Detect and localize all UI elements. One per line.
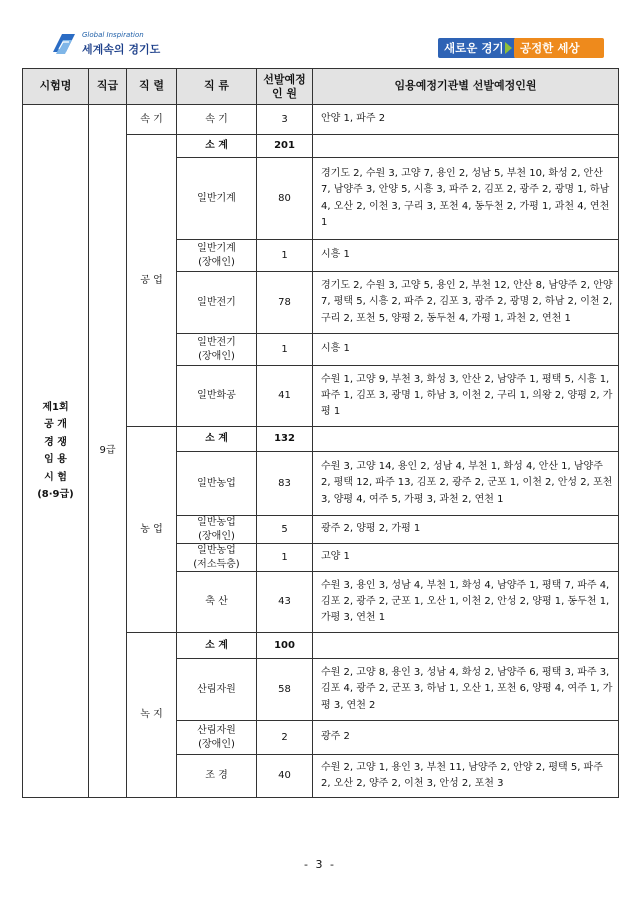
category-cell: 조 경	[177, 755, 257, 798]
category-cell: 일반농업 (장애인)	[177, 516, 257, 544]
agencies-cell: 수원 1, 고양 9, 부천 3, 화성 3, 안산 2, 남양주 1, 평택 5, 시흥 1, 파주 1, 김포 3, 광명 1, 하남 3, 이천 2, 구리 1, 의왕 2, 양평 2, 가평 1	[313, 366, 619, 427]
agencies-cell: 경기도 2, 수원 3, 고양 7, 용인 2, 성남 5, 부천 10, 화성 2, 안산 7, 남양주 3, 안양 5, 시흥 3, 파주 2, 김포 2, 광주 2, 광명 1, 하남 4, 오산 2, 이천 3, 구리 3, 포천 4, 동두천 2, 가평 1, 과천 4, 연천 1	[313, 158, 619, 240]
category-cell: 산림자원 (장애인)	[177, 721, 257, 755]
count-cell: 132	[257, 427, 313, 452]
category-cell: 일반기계 (장애인)	[177, 240, 257, 272]
gyeonggi-emblem-icon	[50, 30, 78, 58]
agencies-cell: 경기도 2, 수원 3, 고양 5, 용인 2, 부천 12, 안산 8, 남양주 2, 안양 7, 평택 5, 시흥 2, 파주 2, 김포 3, 광주 2, 광명 2, 하남 2, 이천 2, 구리 2, 포천 5, 양평 2, 동두천 4, 가평 1, 과천 2, 연천 1	[313, 272, 619, 334]
grade-cell: 9급	[89, 105, 127, 798]
table-header-row	[23, 69, 619, 105]
agencies-cell: 광주 2, 양평 2, 가평 1	[313, 516, 619, 544]
agencies-cell: 안양 1, 파주 2	[313, 105, 619, 135]
header-grade: 직급	[89, 69, 127, 105]
category-cell: 일반농업 (저소득층)	[177, 544, 257, 572]
header-exam: 시험명	[23, 69, 89, 105]
agencies-cell: 시흥 1	[313, 240, 619, 272]
agencies-cell: 시흥 1	[313, 334, 619, 366]
agencies-cell	[313, 427, 619, 452]
exam-name-cell: 제1회 공 개 경 쟁 임 용 시 험 (8·9급)	[23, 105, 89, 798]
count-cell: 78	[257, 272, 313, 334]
category-cell: 소 계	[177, 135, 257, 158]
logo-title: 세계속의 경기도	[82, 43, 161, 56]
count-cell: 5	[257, 516, 313, 544]
logo-subtitle: Global Inspiration	[82, 31, 144, 39]
category-cell: 일반기계	[177, 158, 257, 240]
category-cell: 산림자원	[177, 659, 257, 721]
category-cell: 소 계	[177, 427, 257, 452]
count-cell: 40	[257, 755, 313, 798]
count-cell: 58	[257, 659, 313, 721]
category-cell: 일반전기 (장애인)	[177, 334, 257, 366]
category-cell: 일반전기	[177, 272, 257, 334]
recruitment-table	[22, 68, 619, 798]
header-category: 직 류	[177, 69, 257, 105]
agencies-cell	[313, 633, 619, 659]
agencies-cell: 고양 1	[313, 544, 619, 572]
count-cell: 80	[257, 158, 313, 240]
count-cell: 1	[257, 334, 313, 366]
agencies-cell: 수원 2, 고양 8, 용인 3, 성남 4, 화성 2, 남양주 6, 평택 3, 파주 3, 김포 4, 광주 2, 군포 3, 하남 1, 오산 1, 포천 6, 양평 4, 여주 1, 가평 3, 연천 2	[313, 659, 619, 721]
agencies-cell: 광주 2	[313, 721, 619, 755]
category-cell: 소 계	[177, 633, 257, 659]
category-cell: 축 산	[177, 572, 257, 633]
count-cell: 1	[257, 240, 313, 272]
series-noksi: 녹 지	[127, 633, 177, 798]
count-cell: 83	[257, 452, 313, 516]
count-cell: 43	[257, 572, 313, 633]
agencies-cell: 수원 3, 용인 3, 성남 4, 부천 1, 화성 4, 남양주 1, 평택 7, 파주 4, 김포 2, 광주 2, 군포 1, 오산 1, 이천 2, 안성 2, 양평 1, 동두천 1, 가평 3, 연천 1	[313, 572, 619, 633]
header-agencies: 임용예정기관별 선발예정인원	[313, 69, 619, 105]
page-header	[0, 0, 640, 60]
count-cell: 2	[257, 721, 313, 755]
count-cell: 1	[257, 544, 313, 572]
count-cell: 3	[257, 105, 313, 135]
slogan-fair-world: 공정한 세상	[514, 38, 604, 58]
page-number: - 3 -	[304, 858, 336, 871]
count-cell: 100	[257, 633, 313, 659]
category-cell: 일반농업	[177, 452, 257, 516]
series-sokgi: 속 기	[127, 105, 177, 135]
count-cell: 41	[257, 366, 313, 427]
slogan-arrow-icon	[505, 42, 512, 54]
category-cell: 속 기	[177, 105, 257, 135]
agencies-cell: 수원 3, 고양 14, 용인 2, 성남 4, 부천 1, 화성 4, 안산 1, 남양주 2, 평택 12, 파주 13, 김포 2, 광주 2, 군포 1, 이천 2, 안성 2, 포천 3, 양평 4, 여주 5, 가평 3, 과천 2, 연천 1	[313, 452, 619, 516]
slogan-new-gyeonggi: 새로운 경기	[438, 38, 516, 58]
agencies-cell	[313, 135, 619, 158]
series-nongeop: 농 업	[127, 427, 177, 633]
header-count: 선발예정 인 원	[257, 69, 313, 105]
category-cell: 일반화공	[177, 366, 257, 427]
agencies-cell: 수원 2, 고양 1, 용인 3, 부천 11, 남양주 2, 안양 2, 평택 5, 파주 2, 오산 2, 양주 2, 이천 3, 안성 2, 포천 3	[313, 755, 619, 798]
series-gongeop: 공 업	[127, 135, 177, 427]
count-cell: 201	[257, 135, 313, 158]
header-series: 직 렬	[127, 69, 177, 105]
gyeonggi-logo	[50, 30, 190, 60]
table-row	[23, 105, 619, 135]
